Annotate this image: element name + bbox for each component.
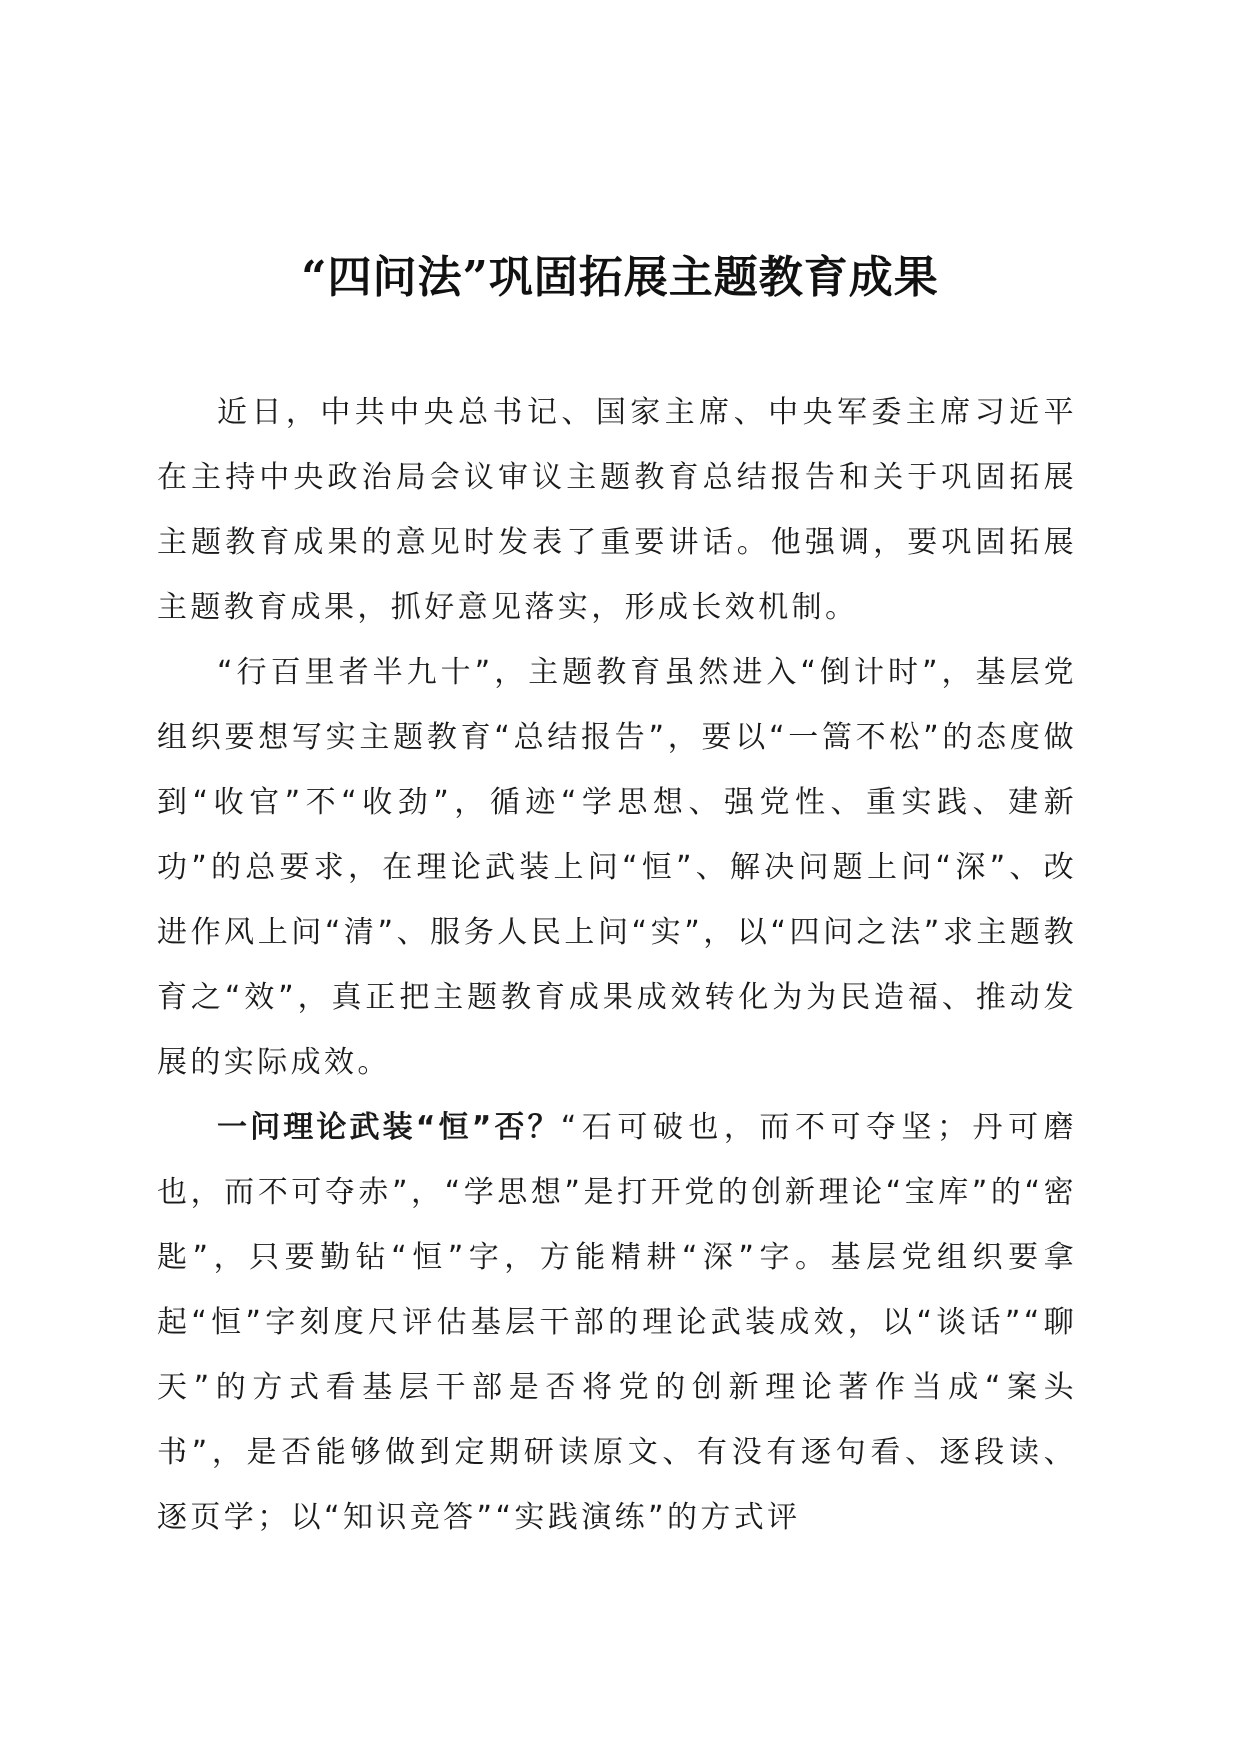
paragraph-section-one bbox=[157, 1095, 1077, 1550]
document-body bbox=[157, 380, 1077, 1550]
document-title: “四问法”巩固拓展主题教育成果 bbox=[301, 252, 939, 303]
paragraph-intro bbox=[157, 380, 1077, 640]
paragraph-overview bbox=[157, 640, 1077, 1095]
section-one-heading: 一问理论武装“恒”否？ bbox=[217, 1110, 561, 1145]
paragraph-section-one-text: “石可破也，而不可夺坚；丹可磨也，而不可夺赤”，“学思想”是打开党的创新理论“宝库”的“密匙”，只要勤钻“恒”字，方能精耕“深”字。基层党组织要拿起“恒”字刻度尺评估基层干部的理论武装成效，以“谈话”“聊天”的方式看基层干部是否将党的创新理论著作当成“案头书”，是否能够做到定期研读原文、有没有逐句看、逐段读、逐页学；以“知识竞答”“实践演练”的方式评 bbox=[157, 1110, 1077, 1535]
paragraph-intro-text: 近日，中共中央总书记、国家主席、中央军委主席习近平在主持中央政治局会议审议主题教育总结报告和关于巩固拓展主题教育成果的意见时发表了重要讲话。他强调，要巩固拓展主题教育成果，抓好意见落实，形成长效机制。 bbox=[157, 395, 1077, 625]
paragraph-overview-text: “行百里者半九十”，主题教育虽然进入“倒计时”，基层党组织要想写实主题教育“总结报告”，要以“一篙不松”的态度做到“收官”不“收劲”，循迹“学思想、强党性、重实践、建新功”的总要求，在理论武装上问“恒”、解决问题上问“深”、改进作风上问“清”、服务人民上问“实”，以“四问之法”求主题教育之“效”，真正把主题教育成果成效转化为为民造福、推动发展的实际成效。 bbox=[157, 655, 1077, 1080]
